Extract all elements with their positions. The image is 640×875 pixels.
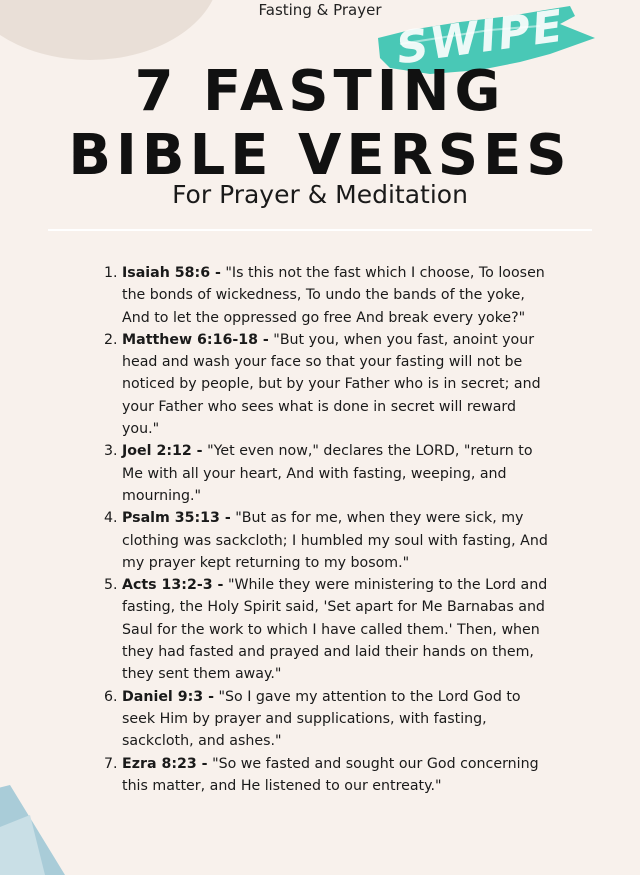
verse-text: "But as for me, when they were sick, my clothing was sackcloth; I humbled my soul with fasting, And my prayer kept returning to my bosom." [122,510,548,571]
page-title [0,60,640,188]
verse-text: "So I gave my attention to the Lord God to seek Him by prayer and supplications, with fasting, sackcloth, and ashes." [122,688,521,750]
verse-reference: Daniel 9:3 - [122,688,214,705]
verse-item [104,329,554,440]
verse-text: "So we fasted and sought our God concerning this matter, and He listened to our entreaty." [122,755,539,794]
verse-reference: Ezra 8:23 - [122,755,208,772]
verse-text: "Is this not the fast which I choose, To loosen the bonds of wickedness, To undo the bands of the yoke, And to let the oppressed go free And break every yoke?" [122,265,545,326]
decorative-shape-bottom-left [0,765,90,875]
verse-item [104,440,554,507]
verse-reference: Psalm 35:13 - [122,510,231,527]
verse-number: 4. [104,510,118,527]
verse-number: 3. [104,443,118,460]
verse-item [104,753,554,798]
verse-number: 1. [104,265,118,281]
verse-reference: Acts 13:2-3 - [122,577,224,594]
verse-number: 5. [104,577,118,594]
verse-text: "While they were ministering to the Lord and fasting, the Holy Spirit said, 'Set apart for Me Barnabas and Saul for the work to which I have called them.' Then, when they had fasted and prayed and laid their hands on them, they sent them away." [122,577,548,683]
title-line-1: 7 FASTING [134,59,506,124]
verse-list [104,262,554,797]
verse-number: 6. [104,688,118,705]
verse-reference: Matthew 6:16-18 - [122,331,269,348]
verse-number: 7. [104,755,118,772]
verse-reference: Isaiah 58:6 - [122,265,221,281]
page-subtitle: For Prayer & Meditation [172,180,468,209]
verse-item [104,686,554,753]
verse-item [104,574,554,685]
divider [48,229,592,231]
verse-text: "But you, when you fast, anoint your head and wash your face so that your fasting will not be noticed by people, but by your Father who is in secret; and your Father who sees what is done in secret will reward you." [122,331,541,438]
verse-number: 2. [104,331,118,348]
verse-item [104,507,554,574]
header-tag: Fasting & Prayer [258,1,382,19]
verse-reference: Joel 2:12 - [122,443,203,460]
verse-item [104,262,554,329]
title-line-2: BIBLE VERSES [68,123,572,188]
swipe-label: SWIPE [393,0,568,75]
verse-text: "Yet even now," declares the LORD, "return to Me with all your heart, And with fasting, weeping, and mourning." [122,443,533,504]
